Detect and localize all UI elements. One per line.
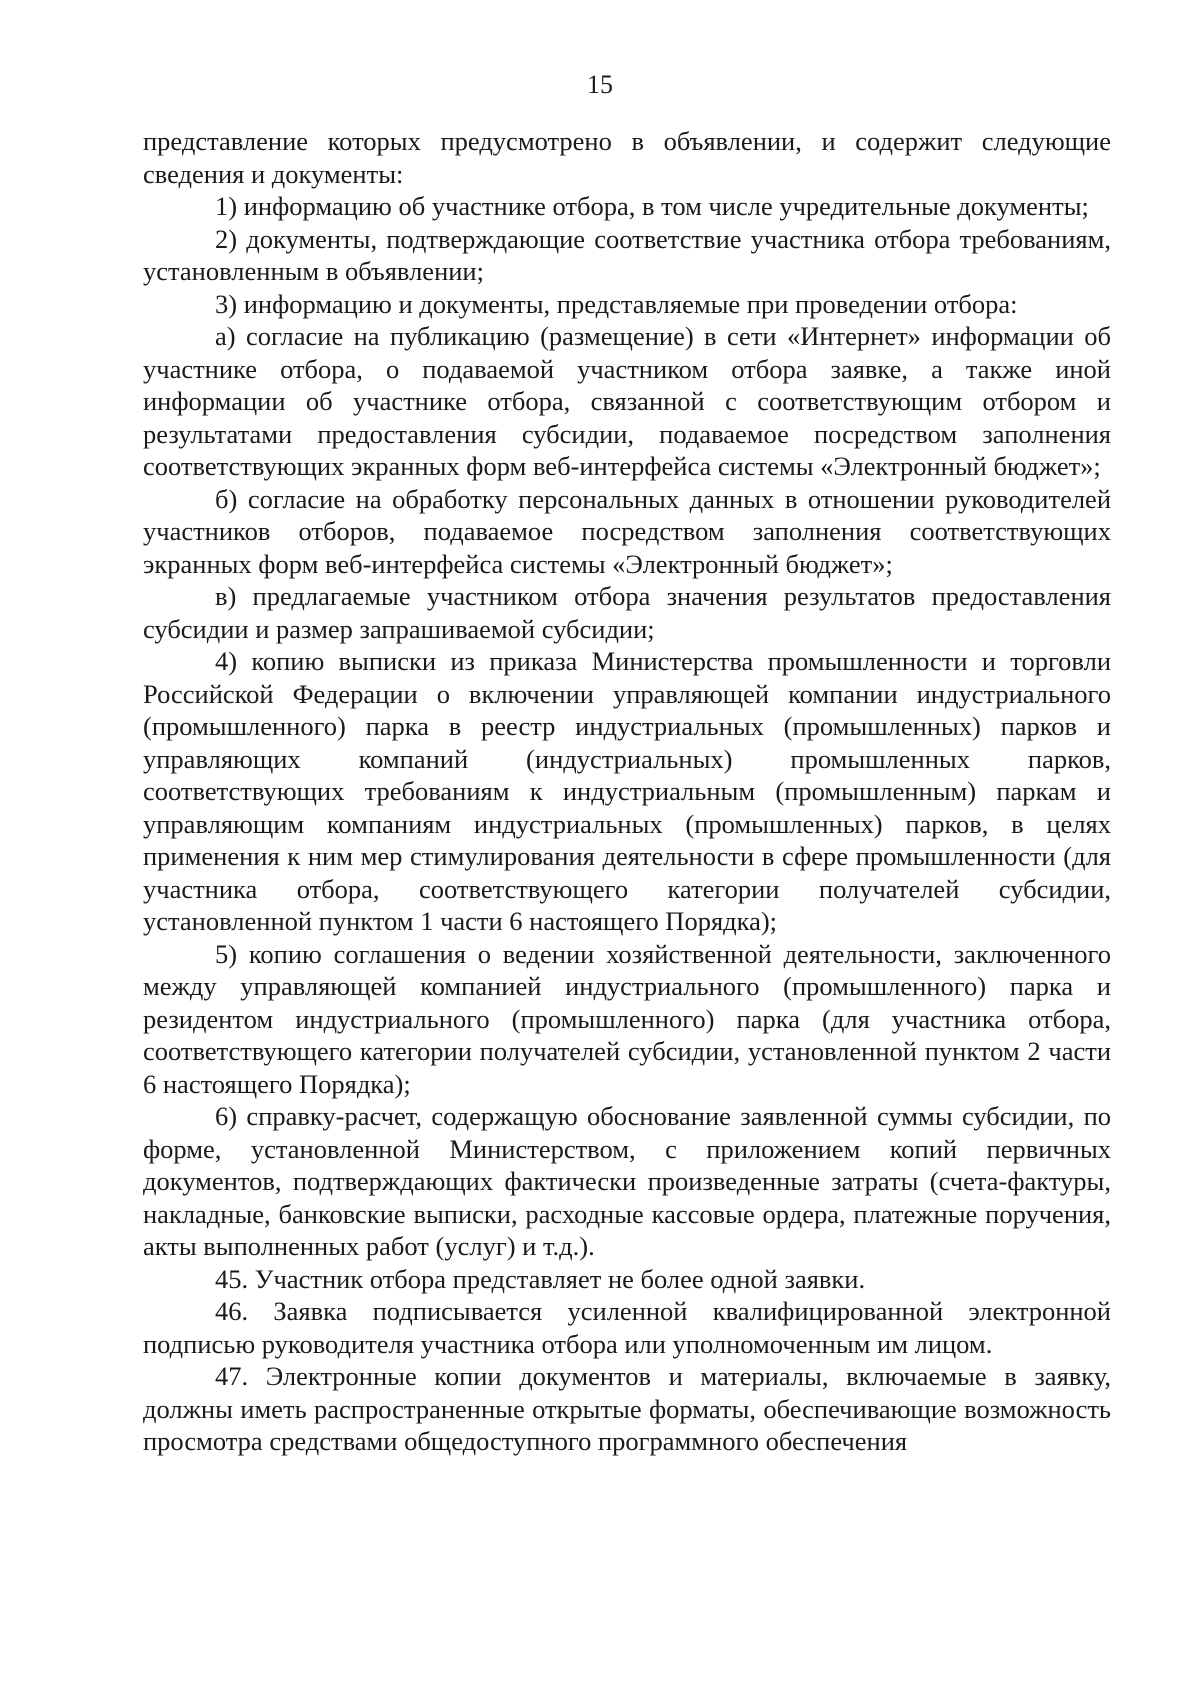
paragraph-section-47: 47. Электронные копии документов и материалы, включаемые в заявку, должны иметь распространенные открытые форматы, обеспечивающие возможность просмотра средствами общедоступного программного обеспечения	[143, 1361, 1111, 1456]
paragraph-section-45: 45. Участник отбора представляет не более одной заявки.	[215, 1263, 866, 1294]
paragraph-item-3: 3) информацию и документы, представляемые при проведении отбора:	[215, 288, 1018, 319]
paragraph-continuation: представление которых предусмотрено в объявлении, и содержит следующие сведения и документы:	[143, 126, 1111, 189]
paragraph-item-3a: а) согласие на публикацию (размещение) в сети «Интернет» информации об участнике отбора, о подаваемой участником отбора заявке, а также иной информации об участнике отбора, связанной с соответствующим отбором и результатами предоставления субсидии, подаваемое посредством заполнения соответствующих экранных форм веб-интерфейса системы «Электронный бюджет»;	[143, 321, 1111, 481]
paragraph-item-5: 5) копию соглашения о ведении хозяйственной деятельности, заключенного между управляющей компанией индустриального (промышленного) парка и резидентом индустриального (промышленного) парка (для участника отбора, соответствующего категории получателей субсидии, установленной пунктом 2 части 6 настоящего Порядка);	[143, 938, 1111, 1099]
paragraph-item-1: 1) информацию об участнике отбора, в том числе учредительные документы;	[215, 191, 1089, 221]
paragraph-section-46: 46. Заявка подписывается усиленной квалифицированной электронной подписью руководителя участника отбора или уполномоченным им лицом.	[143, 1296, 1111, 1359]
paragraph-item-4: 4) копию выписки из приказа Министерства промышленности и торговли Российской Федерации о включении управляющей компании индустриального (промышленного) парка в реестр индустриальных (промышленных) парков и управляющих компаний (индустриальных) промышленных парков, соответствующих требованиям к индустриальным (промышленным) паркам и управляющим компаниям индустриальных (промышленных) парков, в целях применения к ним мер стимулирования деятельности в сфере промышленности (для участника отбора, соответствующего категории получателей субсидии, установленной пунктом 1 части 6 настоящего Порядка);	[143, 646, 1111, 936]
paragraph-item-6: 6) справку-расчет, содержащую обоснование заявленной суммы субсидии, по форме, установленной Министерством, с приложением копий первичных документов, подтверждающих фактически произведенные затраты (счета-фактуры, накладные, банковские выписки, расходные кассовые ордера, платежные поручения, акты выполненных работ (услуг) и т.д.).	[143, 1101, 1111, 1261]
document-body	[143, 125, 1111, 1458]
paragraph-item-3v: в) предлагаемые участником отбора значения результатов предоставления субсидии и размер запрашиваемой субсидии;	[143, 581, 1111, 644]
paragraph-item-3b: б) согласие на обработку персональных данных в отношении руководителей участников отборов, подаваемое посредством заполнения соответствующих экранных форм веб-интерфейса системы «Электронный бюджет»;	[143, 483, 1111, 579]
paragraph-item-2: 2) документы, подтверждающие соответствие участника отбора требованиям, установленным в объявлении;	[143, 223, 1111, 286]
page-number: 15	[587, 70, 613, 99]
